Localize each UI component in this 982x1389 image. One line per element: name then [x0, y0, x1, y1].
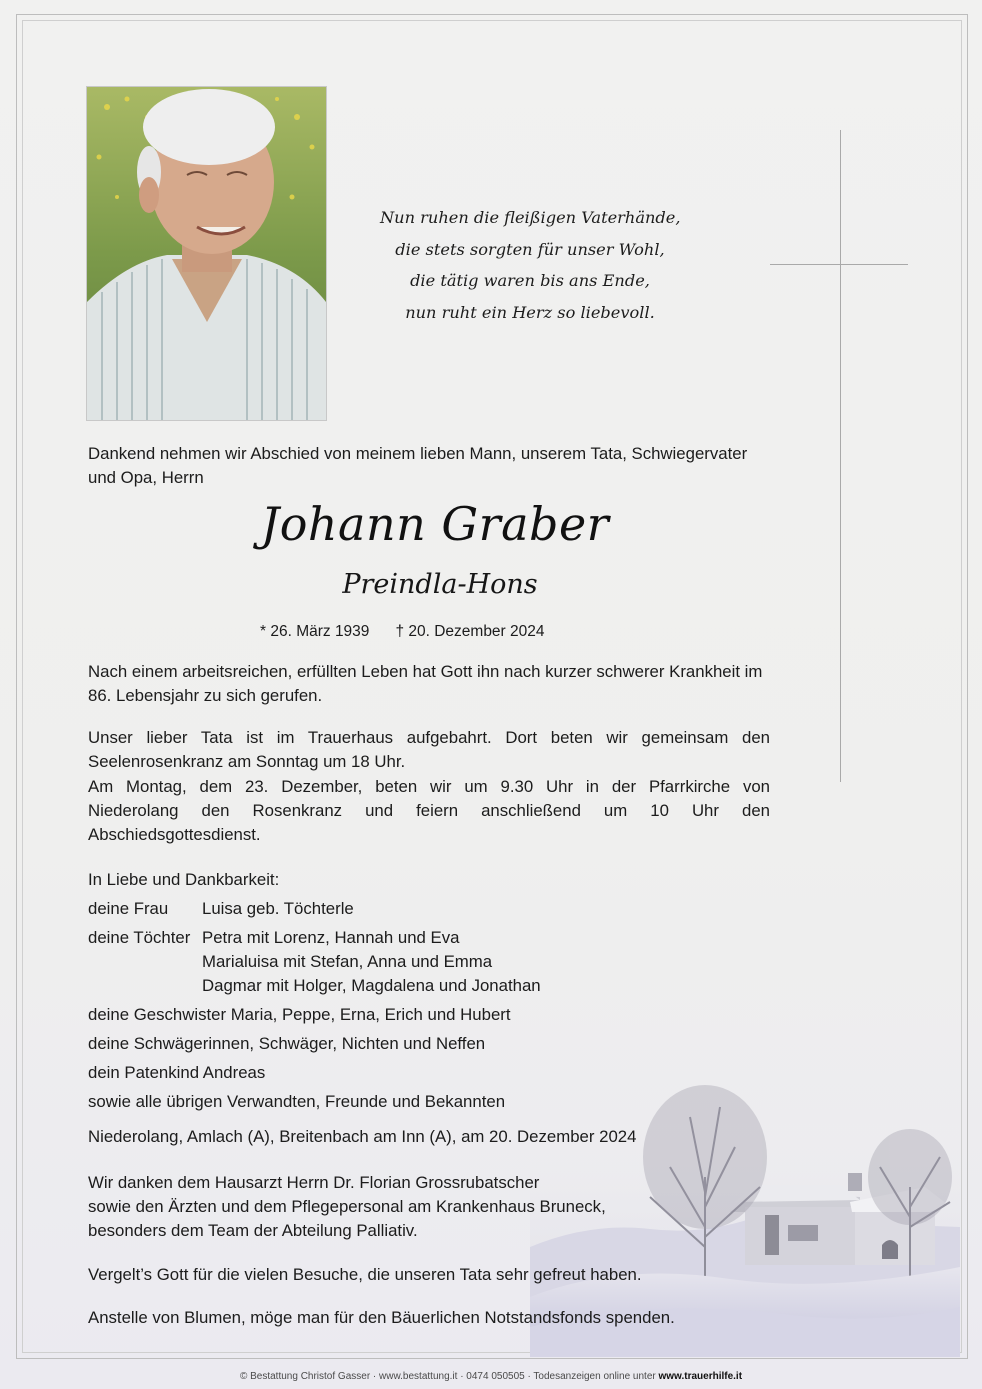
family-row-others: sowie alle übrigen Verwandten, Freunde und Bekannten [88, 1092, 506, 1111]
poem-line: nun ruht ein Herz so liebevoll. [405, 302, 655, 322]
daughter-entry: Petra mit Lorenz, Hannah und Eva [202, 928, 460, 947]
family-row-daughters [88, 926, 770, 998]
wake-paragraph: Unser lieber Tata ist im Trauerhaus aufgebahrt. Dort beten wir gemeinsam den Seelenrosenkranz am Sonntag um 18 Uhr. [88, 728, 770, 771]
family-relation: deine Frau [88, 899, 169, 918]
footer-text: © Bestattung Christof Gasser · www.bestattung.it · 0474 050505 · Todesanzeigen online unter [239, 1371, 656, 1382]
death-date: † 20. Dezember 2024 [395, 623, 545, 640]
family-row-godchild: dein Patenkind Andreas [88, 1063, 266, 1082]
funeral-line: Am Montag, dem 23. Dezember, beten wir um 9.30 Uhr in der Pfarrkirche von [88, 777, 770, 796]
thanks-line: besonders dem Team der Abteilung Palliativ. [88, 1221, 418, 1240]
thanks-line: Wir danken dem Hausarzt Herrn Dr. Florian Grossrubatscher [88, 1173, 540, 1192]
portrait-photo [86, 86, 327, 421]
funeral-paragraph [88, 775, 770, 847]
footer-link[interactable]: www.trauerhilfe.it [658, 1371, 743, 1382]
daughter-entry: Dagmar mit Holger, Magdalena und Jonathan [202, 976, 541, 995]
cross-horizontal-beam [770, 264, 908, 265]
poem-line: die stets sorgten für unser Wohl, [395, 239, 665, 259]
family-row-wife [88, 897, 770, 921]
life-dates [260, 623, 620, 641]
thanks-paragraph [88, 1171, 648, 1243]
family-names [202, 926, 541, 998]
family-names: Luisa geb. Töchterle [202, 899, 354, 918]
family-heading: In Liebe und Dankbarkeit: [88, 870, 280, 889]
flowers-donation-text: Anstelle von Blumen, möge man für den Bäuerlichen Notstandsfonds spenden. [88, 1308, 675, 1327]
memorial-poem [380, 202, 680, 328]
footer [0, 1371, 982, 1382]
family-relation: deine Töchter [88, 928, 191, 947]
vergelts-gott-text: Vergelt’s Gott für die vielen Besuche, die unseren Tata sehr gefreut haben. [88, 1265, 642, 1284]
funeral-line: Niederolang den Rosenkranz und feiern anschließend um 10 Uhr den [88, 801, 770, 820]
family-list [88, 868, 770, 1114]
cross-vertical-beam [840, 130, 841, 782]
family-row-in-laws: deine Schwägerinnen, Schwäger, Nichten und Neffen [88, 1034, 486, 1053]
intro-text: Dankend nehmen wir Abschied von meinem lieben Mann, unserem Tata, Schwiegervater und Opa, Herrn [88, 444, 748, 487]
funeral-line: Abschiedsgottesdienst. [88, 825, 261, 844]
poem-line: die tätig waren bis ans Ende, [410, 271, 650, 290]
deceased-name: Johann Graber [260, 497, 610, 551]
family-row-siblings: deine Geschwister Maria, Peppe, Erna, Erich und Hubert [88, 1005, 511, 1024]
poem-line: Nun ruhen die fleißigen Vaterhände, [380, 208, 681, 227]
place-date: Niederolang, Amlach (A), Breitenbach am Inn (A), am 20. Dezember 2024 [88, 1127, 637, 1146]
thanks-line: sowie den Ärzten und dem Pflegepersonal am Krankenhaus Bruneck, [88, 1197, 606, 1216]
life-paragraph: Nach einem arbeitsreichen, erfüllten Leben hat Gott ihn nach kurzer schwerer Krankheit im 86. Lebensjahr zu sich gerufen. [88, 662, 763, 705]
deceased-nickname: Preindla-Hons [342, 569, 538, 600]
birth-date: * 26. März 1939 [260, 623, 370, 640]
daughter-entry: Marialuisa mit Stefan, Anna und Emma [202, 952, 493, 971]
